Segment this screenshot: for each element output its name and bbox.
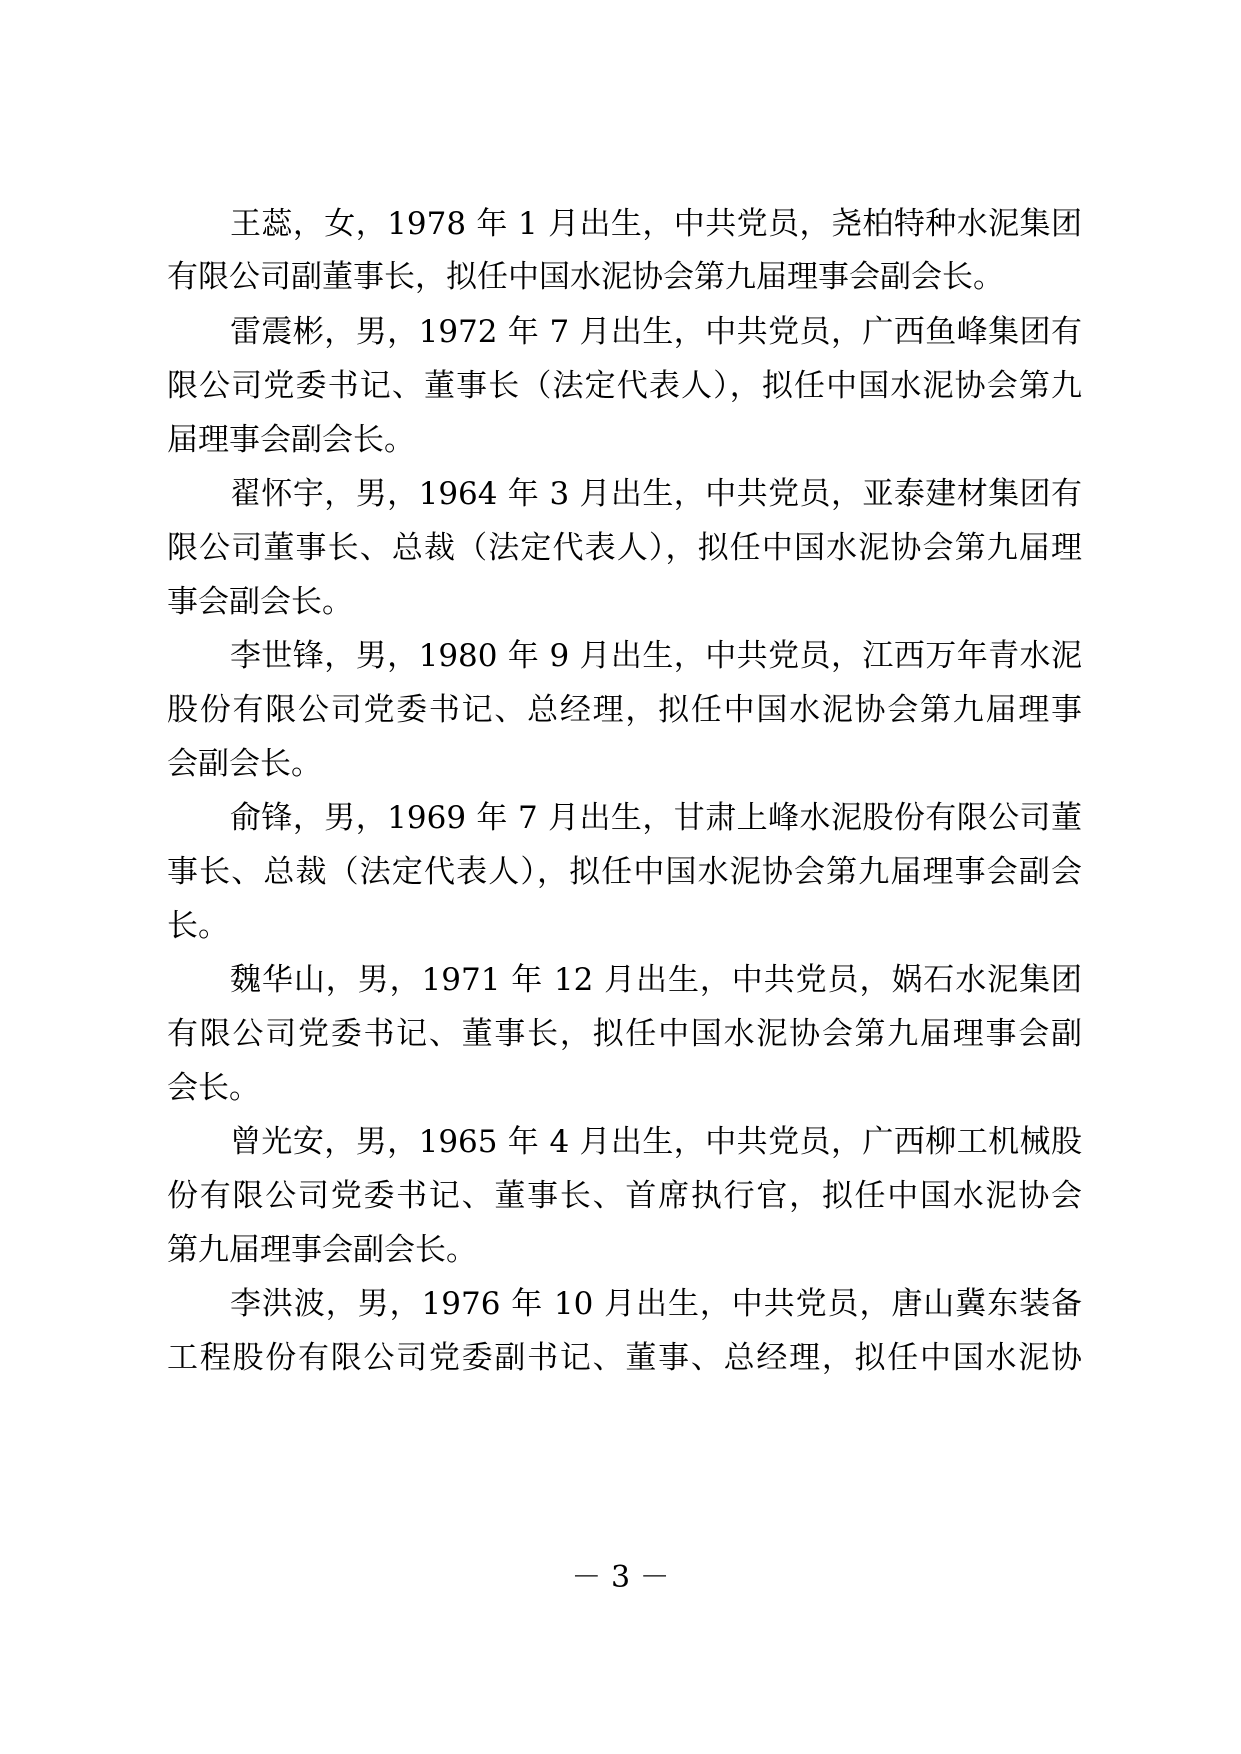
paragraph-line: 事会副会长。	[167, 584, 353, 620]
paragraph-line: 会长。	[167, 1070, 260, 1106]
page-number: － 3 －	[571, 1560, 670, 1595]
paragraph-line: 第九届理事会副会长。	[167, 1232, 477, 1268]
paragraph-line: 李世锋，男，1980 年 9 月出生，中共党员，江西万年青水泥	[230, 638, 1082, 674]
paragraph-line: 有限公司党委书记、董事长，拟任中国水泥协会第九届理事会副	[167, 1016, 1082, 1052]
paragraph-line: 工程股份有限公司党委副书记、董事、总经理，拟任中国水泥协	[167, 1340, 1082, 1376]
paragraph-line: 俞锋，男，1969 年 7 月出生，甘肃上峰水泥股份有限公司董	[230, 800, 1082, 836]
paragraph-line: 会副会长。	[167, 746, 322, 782]
paragraph-line: 股份有限公司党委书记、总经理，拟任中国水泥协会第九届理事	[167, 692, 1082, 728]
paragraph-line: 长。	[167, 908, 229, 944]
paragraph-line: 有限公司副董事长，拟任中国水泥协会第九届理事会副会长。	[167, 259, 1004, 295]
paragraph-line: 份有限公司党委书记、董事长、首席执行官，拟任中国水泥协会	[167, 1178, 1082, 1214]
paragraph-line: 王蕊，女，1978 年 1 月出生，中共党员，尧柏特种水泥集团	[230, 206, 1082, 242]
paragraph-line: 届理事会副会长。	[167, 422, 415, 458]
paragraph-line: 限公司党委书记、董事长（法定代表人），拟任中国水泥协会第九	[167, 368, 1082, 404]
paragraph-line: 事长、总裁（法定代表人），拟任中国水泥协会第九届理事会副会	[167, 854, 1082, 890]
paragraph-line: 限公司董事长、总裁（法定代表人），拟任中国水泥协会第九届理	[167, 530, 1082, 566]
paragraph-line: 李洪波，男，1976 年 10 月出生，中共党员，唐山冀东装备	[230, 1286, 1082, 1322]
paragraph-line: 翟怀宇，男，1964 年 3 月出生，中共党员，亚泰建材集团有	[230, 476, 1082, 512]
paragraph-line: 魏华山，男，1971 年 12 月出生，中共党员，娲石水泥集团	[230, 962, 1082, 998]
paragraph-line: 曾光安，男，1965 年 4 月出生，中共党员，广西柳工机械股	[230, 1124, 1082, 1160]
paragraph-line: 雷震彬，男，1972 年 7 月出生，中共党员，广西鱼峰集团有	[230, 314, 1082, 350]
